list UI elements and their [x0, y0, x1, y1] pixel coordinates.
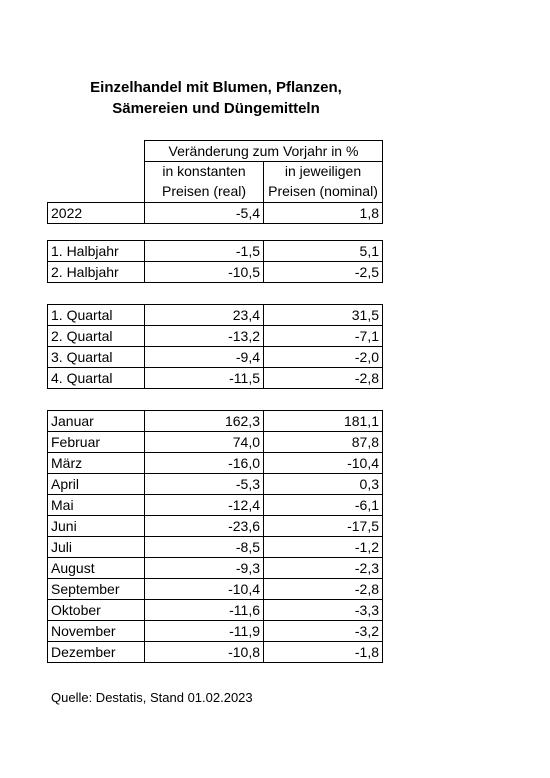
- header-row-sub: [48, 162, 383, 182]
- table-row: März -16,0 -10,4: [48, 453, 383, 474]
- header-row-top: [48, 141, 383, 162]
- table-row: Februar 74,0 87,8: [48, 432, 383, 453]
- header-col-real: in konstanten: [145, 162, 264, 182]
- table-row: 2. Quartal -13,2 -7,1: [48, 326, 383, 347]
- header-row-sub2: [48, 182, 383, 203]
- table-row: November -11,9 -3,2: [48, 621, 383, 642]
- table-row: Juni -23,6 -17,5: [48, 516, 383, 537]
- table-row: Januar 162,3 181,1: [48, 411, 383, 432]
- header-col-real-2: Preisen (real): [145, 182, 264, 203]
- header-year-table: [47, 140, 383, 224]
- header-top-label: Veränderung zum Vorjahr in %: [145, 141, 383, 162]
- quarters-table: [47, 304, 383, 389]
- table-row: Mai -12,4 -6,1: [48, 495, 383, 516]
- table-row: Oktober -11,6 -3,3: [48, 600, 383, 621]
- header-col-nominal: in jeweiligen: [264, 162, 383, 182]
- table-row: April -5,3 0,3: [48, 474, 383, 495]
- title-line-1: Einzelhandel mit Blumen, Pflanzen,: [90, 79, 342, 96]
- document-title: [0, 77, 432, 119]
- table-row: 1. Quartal 23,4 31,5: [48, 305, 383, 326]
- table-row: 4. Quartal -11,5 -2,8: [48, 368, 383, 389]
- months-table: [47, 410, 383, 663]
- table-row: 1. Halbjahr -1,5 5,1: [48, 241, 383, 262]
- title-line-2: Sämereien und Düngemitteln: [112, 100, 320, 117]
- halves-table: [47, 240, 383, 283]
- table-row: Dezember -10,8 -1,8: [48, 642, 383, 663]
- table-row: September -10,4 -2,8: [48, 579, 383, 600]
- source-note: Quelle: Destatis, Stand 01.02.2023: [51, 690, 253, 705]
- table-row: 2022 -5,4 1,8: [48, 202, 383, 223]
- table-row: 3. Quartal -9,4 -2,0: [48, 347, 383, 368]
- header-col-nominal-2: Preisen (nominal): [264, 182, 383, 203]
- table-row: Juli -8,5 -1,2: [48, 537, 383, 558]
- table-row: August -9,3 -2,3: [48, 558, 383, 579]
- table-row: 2. Halbjahr -10,5 -2,5: [48, 262, 383, 283]
